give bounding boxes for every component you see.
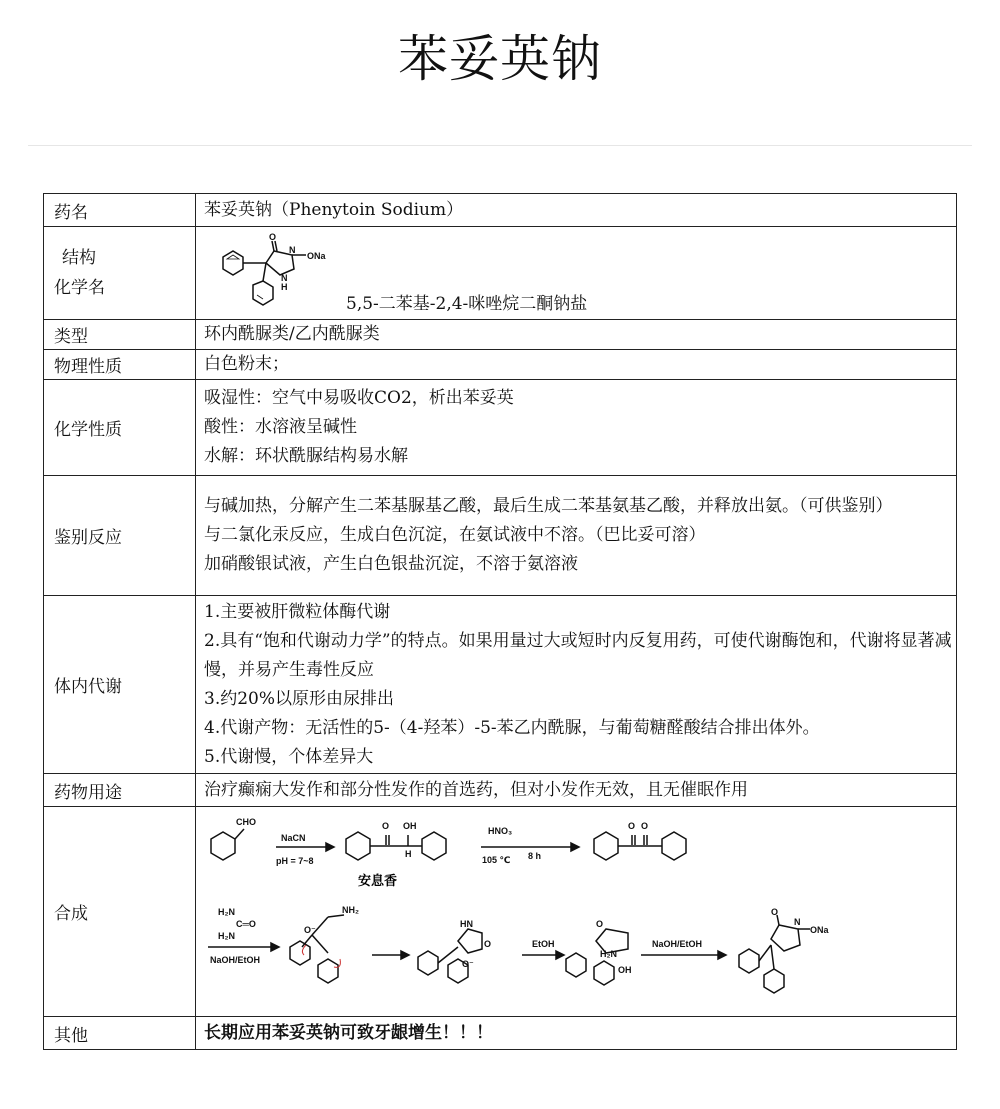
identification-line-1: 与碱加热，分解产生二苯基脲基乙酸，最后生成二苯基氨基乙酸，并释放出氨。（可供鉴别）	[204, 496, 893, 516]
syn-ph: pH = 7~8	[276, 856, 314, 866]
syn-naoh-etoh-1: NaOH/EtOH	[210, 955, 261, 965]
struct-ona: ONa	[307, 251, 326, 261]
syn-int1-o: O⁻	[304, 925, 316, 935]
syn-hno3: HNO₃	[488, 826, 513, 836]
syn-int3-h2n: H₂N	[600, 949, 617, 959]
label-metabolism: 体内代谢	[44, 596, 196, 774]
label-other: 其他	[44, 1017, 196, 1050]
metabolism-line-3: 3.约20%以原形由尿排出	[204, 688, 395, 709]
syn-benzoin-h: H	[405, 849, 412, 859]
syn-benzoin-label: 安息香	[358, 874, 398, 889]
value-use: 治疗癫痫大发作和部分性发作的首选药，但对小发作无效，且无催眠作用	[196, 774, 957, 807]
page-title: 苯妥英钠	[398, 30, 602, 88]
syn-int2-hn: HN	[460, 919, 473, 929]
syn-int1-nh2: NH₂	[342, 905, 359, 915]
syn-nacn: NaCN	[281, 833, 306, 843]
value-other: 长期应用苯妥英钠可致牙龈增生！！！	[196, 1017, 957, 1050]
value-physical: 白色粉末；	[196, 350, 957, 380]
row-use	[44, 774, 957, 807]
syn-int2-o: O	[484, 939, 492, 949]
syn-benzoin-o: O	[382, 821, 390, 831]
value-drug-name: 苯妥英钠（Phenytoin Sodium）	[196, 194, 957, 227]
chemical-line-2: 酸性：水溶液呈碱性	[204, 417, 357, 437]
syn-urea-h2n-1: H₂N	[218, 907, 235, 917]
metabolism-line-1: 1.主要被肝微粒体酶代谢	[204, 601, 391, 622]
syn-urea-co: C═O	[236, 919, 256, 929]
syn-time: 8 h	[528, 851, 542, 861]
label-synthesis: 合成	[44, 807, 196, 1017]
chemical-line-3: 水解：环状酰脲结构易水解	[204, 446, 408, 466]
row-identification	[44, 476, 957, 596]
syn-benzil-o1: O	[628, 821, 636, 831]
label-physical: 物理性质	[44, 350, 196, 380]
row-category	[44, 320, 957, 350]
row-structure	[44, 227, 957, 320]
metabolism-line-2: 2.具有“饱和代谢动力学”的特点。如果用量过大或短时内反复用药，可使代谢酶饱和，代谢将显著减慢，并易产生毒性反应	[204, 630, 952, 680]
label-use: 药物用途	[44, 774, 196, 807]
label-structure-line2: 化学名	[54, 278, 105, 298]
struct-nh-h: H	[281, 282, 288, 292]
value-identification	[196, 476, 957, 596]
label-identification: 鉴别反应	[44, 476, 196, 596]
value-structure	[196, 227, 957, 320]
identification-line-3: 加硝酸银试液，产生白色银盐沉淀，不溶于氨溶液	[204, 554, 578, 574]
synthesis-scheme	[196, 807, 966, 1015]
syn-int3-o: O	[596, 919, 604, 929]
syn-naoh-etoh-2: NaOH/EtOH	[652, 939, 703, 949]
value-synthesis	[196, 807, 957, 1017]
row-metabolism	[44, 596, 957, 774]
struct-nh-n: N	[281, 273, 288, 283]
struct-n: N	[289, 245, 296, 255]
metabolism-line-5: 5.代谢慢，个体差异大	[204, 746, 374, 767]
syn-urea-h2n-2: H₂N	[218, 931, 235, 941]
syn-int2-ominus: O⁻	[462, 959, 474, 969]
syn-cho: CHO	[236, 817, 256, 827]
syn-etoh: EtOH	[532, 939, 555, 949]
syn-product-n: N	[794, 917, 801, 927]
syn-temp: 105 ℃	[482, 855, 511, 865]
label-chemical: 化学性质	[44, 380, 196, 476]
drug-info-table	[43, 193, 957, 1050]
syn-benzoin-oh: OH	[403, 821, 417, 831]
row-drug-name	[44, 194, 957, 227]
syn-int3-oh: OH	[618, 965, 632, 975]
divider	[28, 145, 972, 146]
syn-product-o: O	[771, 907, 779, 917]
label-drug-name: 药名	[44, 194, 196, 227]
chemical-name: 5,5-二苯基-2,4-咪唑烷二酮钠盐	[346, 294, 588, 314]
label-structure-line1: 结构	[62, 248, 96, 268]
value-category: 环内酰脲类/乙内酰脲类	[196, 320, 957, 350]
value-chemical	[196, 380, 957, 476]
label-category: 类型	[44, 320, 196, 350]
struct-o: O	[269, 232, 277, 242]
identification-line-2: 与二氯化汞反应，生成白色沉淀，在氨试液中不溶。（巴比妥可溶）	[204, 525, 706, 545]
row-physical	[44, 350, 957, 380]
chemical-line-1: 吸湿性：空气中易吸收CO2，析出苯妥英	[204, 388, 514, 408]
row-chemical	[44, 380, 957, 476]
row-synthesis	[44, 807, 957, 1017]
syn-product-ona: ONa	[810, 925, 829, 935]
value-metabolism	[196, 596, 957, 774]
syn-benzil-o2: O	[641, 821, 649, 831]
label-structure	[44, 227, 196, 320]
metabolism-line-4: 4.代谢产物：无活性的5-（4-羟苯）-5-苯乙内酰脲，与葡萄糖醛酸结合排出体外。	[204, 717, 820, 738]
row-other	[44, 1017, 957, 1050]
